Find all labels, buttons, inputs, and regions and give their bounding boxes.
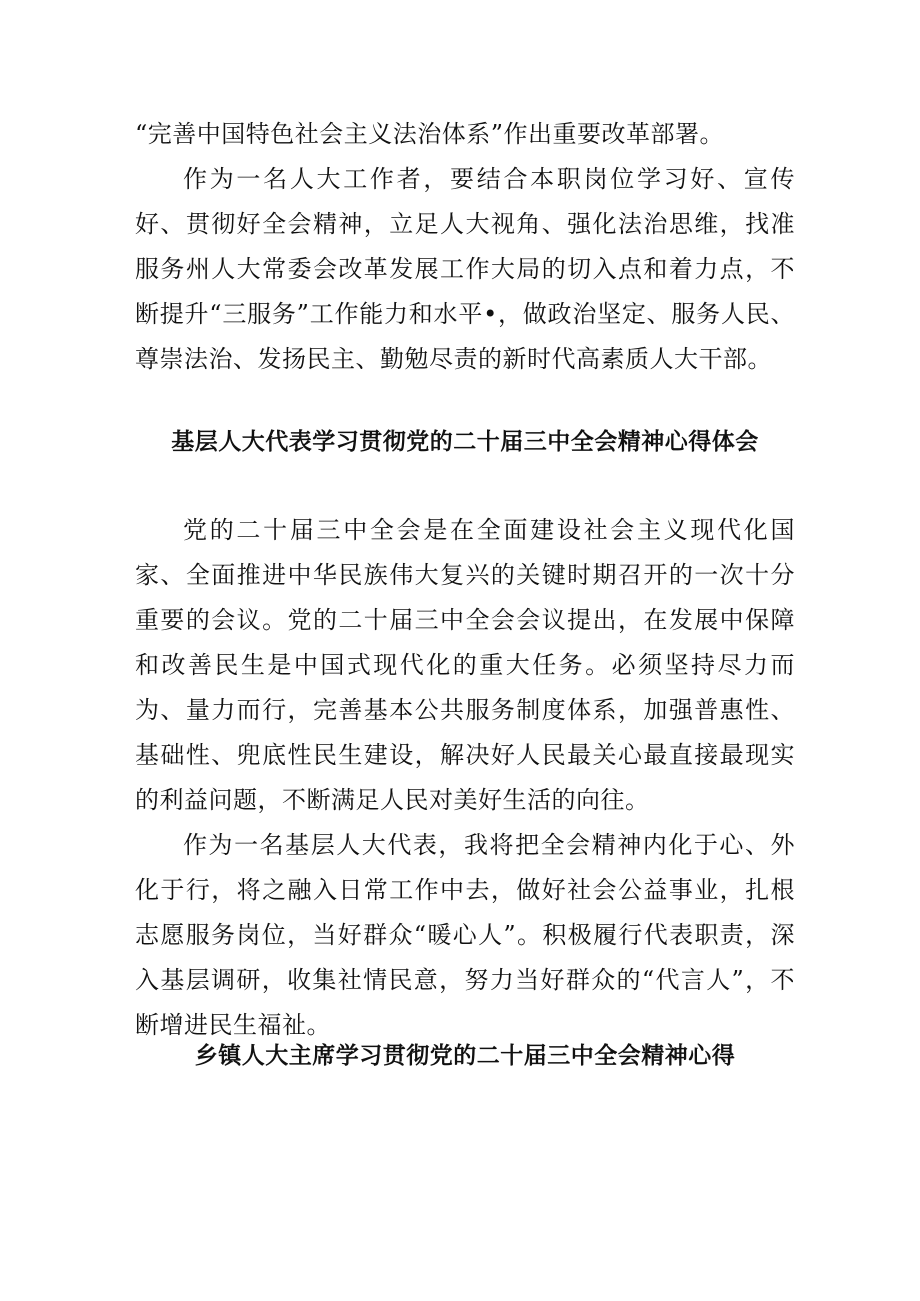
- section-2-title: 乡镇人大主席学习贯彻党的二十届三中全会精神心得: [194, 1043, 736, 1069]
- section-1-paragraph-1: 党的二十届三中全会是在全面建设社会主义现代化国家、全面推进中华民族伟大复兴的关键时期召开的一次十分重要的会议。党的二十届三中全会会议提出，在发展中保障和改善民生是中国式现代化的重大任务。必须坚持尽力而为、量力而行，完善基本公共服务制度体系，加强普惠性、基础性、兜底性民生建设，解决好人民最关心最直接最现实的利益问题，不断满足人民对美好生活的向往。: [135, 516, 795, 814]
- section-1-paragraph-2: 作为一名基层人大代表，我将把全会精神内化于心、外化于行，将之融入日常工作中去，做好社会公益事业，扎根志愿服务岗位，当好群众“暖心人”。积极履行代表职责，深入基层调研，收集社情民意，努力当好群众的“代言人”，不断增进民生福祉。: [135, 831, 795, 1039]
- intro-continuation-paragraph: “完善中国特色社会主义法治体系”作出重要改革部署。: [135, 120, 725, 148]
- intro-paragraph: 作为一名人大工作者，要结合本职岗位学习好、宣传好、贯彻好全会精神，立足人大视角、强化法治思维，找准服务州人大常委会改革发展工作大局的切入点和着力点，不断提升“三服务”工作能力和水平•，做政治坚定、服务人民、尊崇法治、发扬民主、勤勉尽责的新时代高素质人大干部。: [135, 165, 795, 373]
- section-1-title: 基层人大代表学习贯彻党的二十届三中全会精神心得体会: [171, 429, 759, 455]
